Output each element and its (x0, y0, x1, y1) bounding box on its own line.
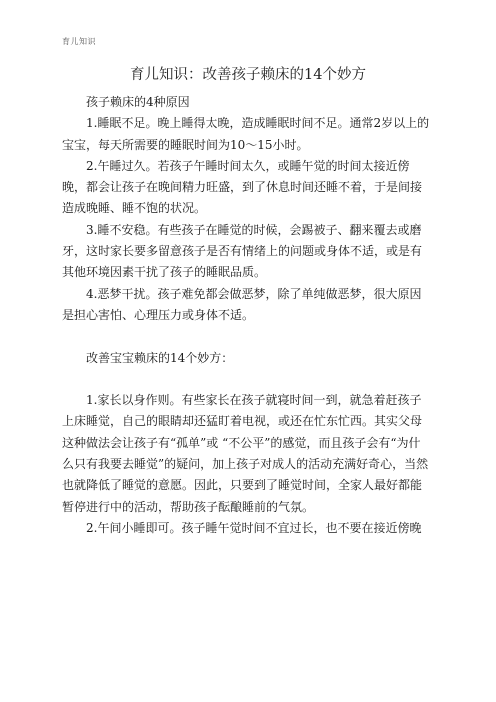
reason-paragraph-4: 4.恶梦干扰。孩子难免都会做恶梦，除了单纯做恶梦，很大原因是担心害怕、心理压力或身体不适。 (62, 286, 422, 322)
reason-paragraph-1: 1.睡眠不足。晚上睡得太晚，造成睡眠时间不足。通常2岁以上的宝宝，每天所需要的睡眠时间为10～15小时。 (62, 116, 430, 152)
tip-paragraph-2: 2.午间小睡即可。孩子睡午觉时间不宜过长，也不要在接近傍晚 (86, 520, 422, 535)
page-header-label: 育儿知识 (62, 37, 96, 46)
section-heading-reasons: 孩子赖床的4种原因 (86, 95, 190, 109)
section-heading-tips: 改善宝宝赖床的14个妙方： (86, 350, 234, 365)
tip-paragraph-1: 1.家长以身作则。有些家长在孩子就寝时间一到，就急着赶孩子上床睡觉，自己的眼睛却还猛盯着电视，或还在忙东忙西。其实父母这种做法会让孩子有“孤单”或 “不公平”的感觉，而且孩子会有“为什么只有我要去睡觉”的疑问，加上孩子对成人的活动充满好奇心，当然也就降低了睡觉的意愿。因此，只要到了睡觉时间，全家人最好都能暂停进行中的活动，帮助孩子酝酿睡前的气氛。 (62, 393, 429, 514)
reason-paragraph-3: 3.睡不安稳。有些孩子在睡觉的时候，会踢被子、翻来覆去或磨牙，这时家长要多留意孩子是否有情绪上的问题或身体不适，或是有其他环境因素干扰了孩子的睡眠品质。 (62, 222, 423, 280)
document-title: 育儿知识：改善孩子赖床的14个妙方 (130, 67, 366, 83)
reason-paragraph-2: 2.午睡过久。若孩子午睡时间太久，或睡午觉的时间太接近傍晚，都会让孩子在晚间精力旺盛，到了休息时间还睡不着，于是间接造成晚睡、睡不饱的状况。 (62, 158, 423, 216)
document-body (62, 92, 432, 539)
